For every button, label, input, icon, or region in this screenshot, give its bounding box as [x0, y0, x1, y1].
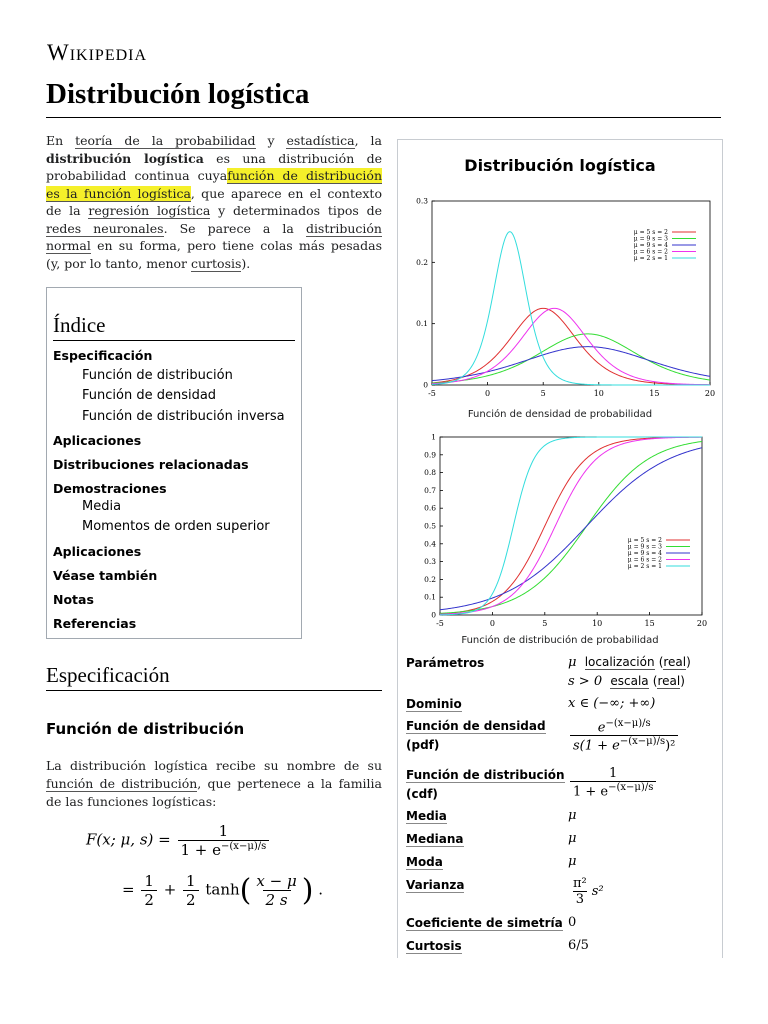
x-tick-label: 5: [540, 389, 546, 398]
table-of-contents: [46, 287, 302, 639]
infobox-title: Distribución logística: [464, 156, 656, 175]
series-line: [440, 437, 702, 614]
value-curtosis: 6/5: [568, 938, 589, 953]
y-tick-label: 0: [423, 380, 428, 390]
cdf-paragraph: La distribución logística recibe su nombre de su función de distribución, que pertenece a la familia de las funciones logísticas:: [46, 758, 383, 809]
y-tick-label: 0.3: [424, 557, 436, 567]
y-tick-label: 0.9: [424, 450, 436, 460]
toc-item[interactable]: Función de distribución: [82, 368, 233, 383]
y-tick-label: 0.1: [424, 592, 436, 602]
legend-label: μ = 9 s = 4: [633, 242, 668, 249]
infobox: [397, 139, 723, 958]
value-parametros-s: s > 0 escala (real): [568, 674, 685, 689]
label-curtosis[interactable]: Curtosis: [406, 939, 462, 953]
value-dominio: x ∈ (−∞; +∞): [568, 696, 656, 711]
y-tick-label: 0: [431, 610, 436, 620]
y-tick-label: 0.2: [424, 574, 436, 584]
legend-label: μ = 9 s = 4: [627, 550, 662, 557]
toc-title: Índice: [53, 313, 106, 337]
section-heading: Especificación: [46, 663, 170, 687]
x-tick-label: 10: [593, 389, 604, 398]
link-localizacion[interactable]: localización: [584, 655, 655, 669]
x-tick-label: 15: [649, 389, 660, 398]
value-densidad: $\frac{e^{-(x-\mu)/s}}{s(1 + e^{-(x-\mu)/s})^2}$: [568, 718, 680, 754]
link-regresion-logistica[interactable]: regresión logística: [88, 203, 211, 218]
legend-label: μ = 5 s = 2: [627, 537, 662, 544]
label-media[interactable]: Media: [406, 809, 447, 823]
series-line: [440, 441, 702, 613]
value-mediana: μ: [568, 831, 577, 846]
label-simetria[interactable]: Coeficiente de simetría: [406, 916, 563, 930]
legend-label: μ = 6 s = 2: [627, 556, 662, 564]
y-tick-label: 0.7: [424, 485, 436, 495]
x-tick-label: 10: [592, 619, 603, 628]
link-real-1[interactable]: real: [663, 655, 687, 669]
toc-item[interactable]: Aplicaciones: [53, 433, 142, 448]
legend-label: μ = 5 s = 2: [633, 229, 668, 236]
series-line: [432, 308, 710, 385]
label-moda[interactable]: Moda: [406, 855, 443, 869]
plot-frame: [432, 201, 710, 385]
x-tick-label: -5: [436, 619, 444, 628]
series-line: [432, 334, 710, 383]
toc-item[interactable]: Aplicaciones: [53, 544, 142, 559]
cdf-chart[interactable]: [404, 430, 718, 630]
label-mediana[interactable]: Mediana: [406, 832, 464, 846]
cdf-caption: Función de distribución de probabilidad: [461, 635, 659, 646]
toc-item[interactable]: Media: [82, 499, 122, 514]
y-tick-label: 0.2: [416, 257, 428, 267]
value-varianza: $\frac{\text{π²}}{3}$ s²: [573, 876, 604, 907]
x-tick-label: 0: [485, 389, 491, 398]
term-distribucion-logistica: distribución logística: [46, 150, 204, 166]
subsection-heading: Función de distribución: [46, 720, 245, 738]
toc-item[interactable]: Distribuciones relacionadas: [53, 457, 249, 472]
plot-frame: [440, 437, 702, 615]
pdf-chart[interactable]: [404, 194, 718, 404]
cdf-formula-tanh: = $\frac{1}{2}$ + $\frac{1}{2}$ tanh( $\frac{x - \mu}{2 s}$ ) .: [122, 872, 323, 909]
toc-item[interactable]: Especificación: [53, 348, 153, 363]
label-dominio[interactable]: Dominio: [406, 697, 462, 711]
link-real-2[interactable]: real: [657, 674, 681, 688]
x-tick-label: 15: [644, 619, 655, 628]
title-divider: [46, 117, 721, 118]
y-tick-label: 0.6: [424, 503, 436, 513]
page-title: Distribución logística: [46, 78, 310, 110]
cdf-formula: F(x; μ, s) = $\frac{1}{1 + e^{-(x-\mu)/s}}$: [86, 822, 271, 859]
y-tick-label: 1: [431, 432, 436, 442]
link-redes-neuronales[interactable]: redes neuronales: [46, 220, 164, 236]
legend-label: μ = 2 s = 1: [633, 255, 668, 262]
wikipedia-logo[interactable]: Wikipedia: [47, 40, 148, 65]
section-divider: [46, 690, 382, 691]
y-tick-label: 0.3: [416, 196, 428, 206]
series-line: [440, 437, 702, 614]
pdf-caption: Función de densidad de probabilidad: [467, 409, 653, 420]
y-tick-label: 0.1: [416, 319, 428, 329]
link-curtosis[interactable]: curtosis: [191, 255, 242, 271]
label-densidad[interactable]: Función de densidad (pdf): [406, 719, 546, 752]
legend-label: μ = 2 s = 1: [627, 563, 662, 570]
x-tick-label: -5: [428, 389, 436, 398]
value-media: μ: [568, 808, 577, 823]
toc-item[interactable]: Referencias: [53, 616, 137, 631]
y-tick-label: 0.8: [424, 468, 436, 478]
label-parametros: Parámetros: [406, 656, 485, 670]
label-varianza[interactable]: Varianza: [406, 878, 465, 892]
toc-item[interactable]: Demostraciones: [53, 481, 167, 496]
link-estadistica[interactable]: estadística: [286, 133, 355, 148]
toc-item[interactable]: Momentos de orden superior: [82, 519, 270, 534]
legend-label: μ = 9 s = 3: [633, 235, 668, 243]
legend-label: μ = 9 s = 3: [627, 543, 662, 551]
series-line: [440, 437, 702, 615]
series-line: [432, 232, 710, 385]
series-line: [440, 448, 702, 610]
x-tick-label: 5: [542, 619, 548, 628]
toc-item[interactable]: Véase también: [53, 568, 158, 583]
series-line: [432, 308, 710, 384]
label-distribucion[interactable]: Función de distribución (cdf): [406, 768, 565, 801]
value-distribucion: $\frac{1}{1 + e^{-(x-\mu)/s}}$: [568, 766, 658, 799]
legend-label: μ = 6 s = 2: [633, 248, 668, 256]
y-tick-label: 0.5: [424, 521, 436, 531]
value-moda: μ: [568, 854, 577, 869]
value-parametros-mu: μ localización (real): [568, 655, 691, 670]
x-tick-label: 20: [704, 389, 716, 398]
toc-item[interactable]: Función de densidad: [82, 388, 217, 403]
link-teoria-probabilidad[interactable]: teoría de la probabilidad: [75, 133, 256, 148]
link-escala[interactable]: escala: [610, 674, 649, 688]
link-funcion-logistica[interactable]: función de distribución es la función logística: [46, 168, 383, 201]
x-tick-label: 20: [696, 619, 708, 628]
toc-item[interactable]: Notas: [53, 592, 94, 607]
toc-item[interactable]: Función de distribución inversa: [82, 409, 285, 424]
x-tick-label: 0: [489, 619, 495, 628]
value-simetria: 0: [568, 915, 577, 930]
toc-divider: [53, 340, 295, 341]
link-distribucion-normal[interactable]: distribución normal: [46, 220, 382, 253]
link-funcion-distribucion[interactable]: función de distribución: [46, 776, 198, 791]
y-tick-label: 0.4: [424, 539, 436, 549]
intro-paragraph: En teoría de la probabilidad y estadística, la distribución logística es una distribución de probabilidad continua cuyafunción de distribución es la función logística, que aparece en el contexto de la regresión logística y determinados tipos de redes neuronales. Se parece a la distribución normal en su forma, pero tiene colas más pesadas (y, por lo tanto, menor curtosis).: [46, 133, 383, 271]
